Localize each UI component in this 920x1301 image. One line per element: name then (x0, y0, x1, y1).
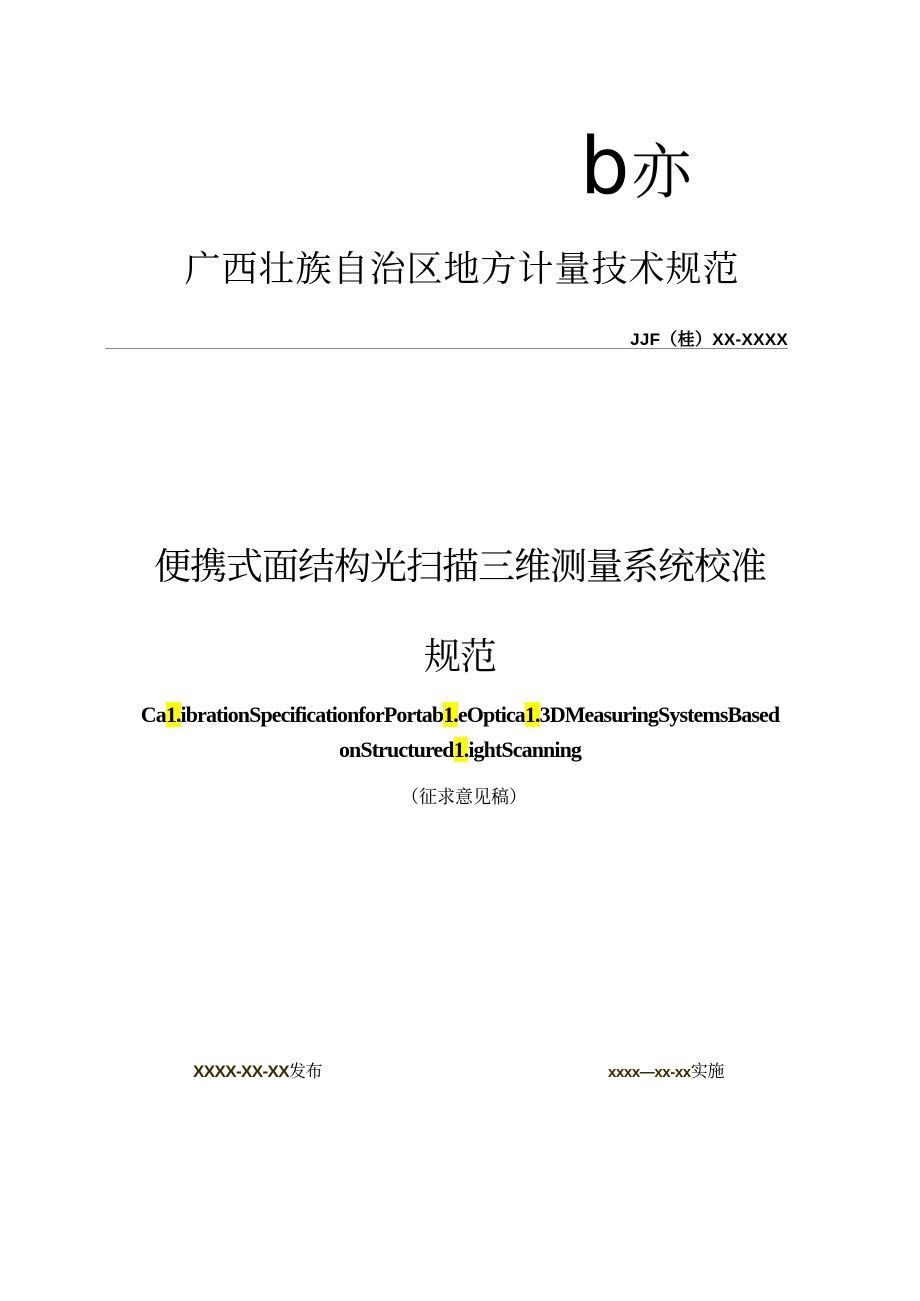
english-title-2-segment: onStructured (338, 737, 454, 762)
implement-date (608, 1057, 724, 1082)
english-title-2-segment: ightScanning (468, 737, 582, 762)
release-date (193, 1057, 322, 1082)
english-title-1-highlighted-segment: 1. (165, 702, 181, 727)
english-title-2-highlighted-segment: 1. (453, 737, 469, 762)
english-title-1-highlighted-segment: 1. (524, 702, 540, 727)
document-title-line-2: 规范 (424, 635, 496, 678)
draft-label: （征求意见稿） (401, 787, 527, 808)
header-divider (105, 348, 788, 349)
document-title-line-1: 便携式面结构光扫描三维测量系统校准 (154, 545, 766, 588)
english-title-1-segment: eOptica (457, 702, 525, 727)
english-title-1-highlighted-segment: 1. (443, 702, 458, 727)
english-title-1-segment: ibrationSpecificationforPortab (180, 702, 444, 727)
release-label: 发布 (289, 1062, 322, 1082)
standard-number: JJF（桂）XX-XXXX (630, 330, 788, 349)
standard-logo (580, 122, 690, 212)
logo-cjk: 亦 (631, 138, 690, 208)
english-title-line-1 (0, 704, 920, 726)
english-title-1-segment: 3DMeasuringSystemsBased (539, 702, 780, 727)
release-date-value: XXXX-XX-XX (193, 1062, 290, 1081)
implement-date-value: xxxx—xx-xx (608, 1064, 691, 1081)
implement-label: 实施 (690, 1062, 724, 1082)
english-title-line-2 (0, 739, 920, 761)
english-title-1-segment: Ca (140, 702, 166, 727)
logo-latin: b (580, 122, 628, 212)
issuing-authority: 广西壮族自治区地方计量技术规范 (184, 249, 740, 290)
